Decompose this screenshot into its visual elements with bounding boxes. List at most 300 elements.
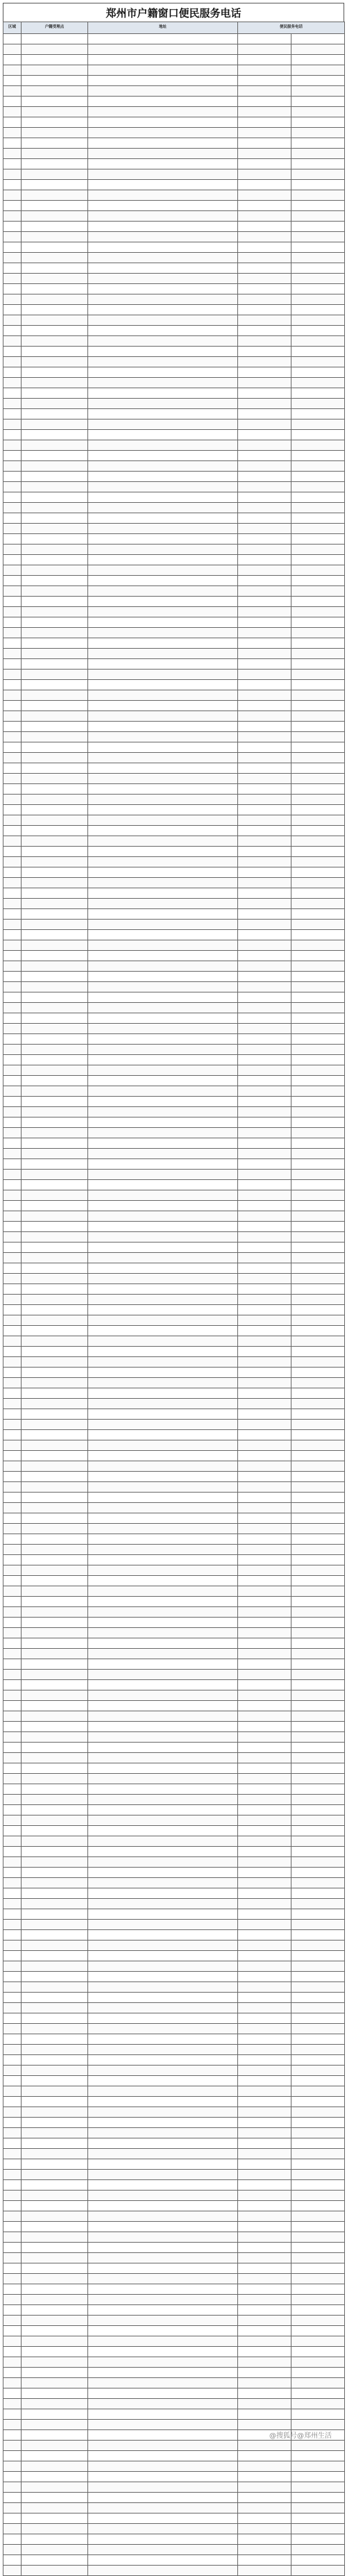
cell-office <box>22 1701 88 1711</box>
cell-region <box>3 1920 22 1930</box>
table-row <box>3 1701 345 1711</box>
cell-region <box>3 638 22 649</box>
cell-region <box>3 513 22 524</box>
cell-phone-2 <box>291 1753 345 1763</box>
table-row <box>3 951 345 961</box>
cell-office <box>22 1190 88 1201</box>
cell-region <box>3 451 22 461</box>
cell-region <box>3 1930 22 1941</box>
cell-region <box>3 1628 22 1638</box>
cell-phone <box>238 774 291 784</box>
cell-address <box>88 701 238 711</box>
cell-address <box>88 961 238 972</box>
cell-address <box>88 1472 238 1482</box>
cell-office <box>22 86 88 97</box>
cell-region <box>3 1701 22 1711</box>
table-row <box>3 1222 345 1232</box>
cell-phone-2 <box>291 503 345 513</box>
cell-phone-2 <box>291 2201 345 2211</box>
table-row <box>3 294 345 305</box>
cell-address <box>88 1815 238 1826</box>
table-row <box>3 1774 345 1784</box>
cell-region <box>3 1743 22 1753</box>
cell-office <box>22 597 88 607</box>
cell-phone-2 <box>291 774 345 784</box>
table-row <box>3 1461 345 1472</box>
table-row <box>3 2316 345 2326</box>
cell-region <box>3 315 22 326</box>
cell-phone <box>238 1138 291 1149</box>
cell-phone <box>238 378 291 388</box>
cell-office <box>22 2097 88 2107</box>
cell-region <box>3 1065 22 1076</box>
cell-address <box>88 2045 238 2055</box>
cell-address <box>88 232 238 242</box>
table-row <box>3 2201 345 2211</box>
cell-phone-2 <box>291 732 345 742</box>
table-row <box>3 2107 345 2118</box>
cell-region <box>3 367 22 378</box>
table-row <box>3 2232 345 2243</box>
cell-phone-2 <box>291 357 345 367</box>
cell-phone-2 <box>291 482 345 492</box>
table-row <box>3 805 345 815</box>
table-row <box>3 1534 345 1545</box>
cell-office <box>22 2524 88 2534</box>
cell-office <box>22 2555 88 2566</box>
cell-region <box>3 399 22 409</box>
cell-phone <box>238 2138 291 2149</box>
table-row <box>3 409 345 419</box>
cell-phone-2 <box>291 680 345 690</box>
cell-address <box>88 253 238 263</box>
cell-office <box>22 1336 88 1347</box>
cell-region <box>3 1180 22 1190</box>
cell-address <box>88 242 238 253</box>
table-row <box>3 55 345 65</box>
cell-phone <box>238 1763 291 1774</box>
cell-office <box>22 1545 88 1555</box>
cell-address <box>88 1024 238 1034</box>
cell-phone-2 <box>291 86 345 97</box>
cell-region <box>3 784 22 795</box>
cell-phone-2 <box>291 1263 345 1274</box>
cell-address <box>88 2493 238 2503</box>
cell-phone <box>238 1701 291 1711</box>
cell-address <box>88 472 238 482</box>
cell-region <box>3 242 22 253</box>
cell-region <box>3 565 22 576</box>
table-row <box>3 534 345 545</box>
cell-phone <box>238 628 291 638</box>
cell-phone-2 <box>291 2055 345 2066</box>
table-row <box>3 1117 345 1128</box>
cell-phone <box>238 1545 291 1555</box>
cell-phone-2 <box>291 128 345 138</box>
cell-region <box>3 753 22 763</box>
cell-phone-2 <box>291 555 345 565</box>
cell-address <box>88 1774 238 1784</box>
cell-region <box>3 2430 22 2441</box>
table-row <box>3 836 345 847</box>
cell-address <box>88 1857 238 1868</box>
cell-office <box>22 1857 88 1868</box>
cell-phone-2 <box>291 388 345 399</box>
cell-region <box>3 1680 22 1690</box>
cell-phone-2 <box>291 1086 345 1097</box>
cell-phone <box>238 2451 291 2461</box>
cell-phone <box>238 1795 291 1805</box>
cell-address <box>88 2055 238 2066</box>
cell-phone-2 <box>291 1159 345 1170</box>
table-row <box>3 482 345 492</box>
cell-office <box>22 2482 88 2493</box>
table-row <box>3 190 345 201</box>
cell-phone <box>238 2503 291 2513</box>
cell-office <box>22 1888 88 1899</box>
cell-region <box>3 1201 22 1211</box>
table-row <box>3 2336 345 2347</box>
cell-office <box>22 2409 88 2420</box>
cell-address <box>88 2243 238 2253</box>
cell-region <box>3 2326 22 2336</box>
cell-office <box>22 149 88 159</box>
cell-address <box>88 1107 238 1117</box>
cell-address <box>88 2013 238 2024</box>
table-row <box>3 2024 345 2034</box>
cell-phone <box>238 534 291 545</box>
table-row <box>3 128 345 138</box>
table-row <box>3 899 345 909</box>
cell-office <box>22 1711 88 1722</box>
cell-phone-2 <box>291 2138 345 2149</box>
cell-region <box>3 2222 22 2232</box>
cell-address <box>88 972 238 982</box>
cell-office <box>22 1284 88 1295</box>
cell-region <box>3 1170 22 1180</box>
cell-region <box>3 503 22 513</box>
table-row <box>3 1836 345 1847</box>
table-row <box>3 2420 345 2430</box>
cell-phone-2 <box>291 1503 345 1513</box>
cell-region <box>3 1128 22 1138</box>
cell-phone <box>238 2347 291 2357</box>
cell-phone-2 <box>291 315 345 326</box>
cell-phone <box>238 1076 291 1086</box>
table-row <box>3 1024 345 1034</box>
cell-region <box>3 2524 22 2534</box>
table-row <box>3 2284 345 2295</box>
table-row <box>3 1899 345 1909</box>
cell-phone-2 <box>291 1868 345 1878</box>
cell-phone-2 <box>291 1524 345 1534</box>
table-row <box>3 857 345 867</box>
cell-phone-2 <box>291 1034 345 1045</box>
cell-region <box>3 2503 22 2513</box>
cell-region <box>3 284 22 294</box>
cell-phone-2 <box>291 1961 345 1972</box>
cell-phone-2 <box>291 2253 345 2263</box>
cell-office <box>22 992 88 1003</box>
cell-address <box>88 670 238 680</box>
cell-address <box>88 1888 238 1899</box>
table-row <box>3 336 345 347</box>
cell-office <box>22 607 88 617</box>
cell-phone <box>238 138 291 149</box>
cell-phone-2 <box>291 607 345 617</box>
cell-office <box>22 1097 88 1107</box>
cell-region <box>3 2451 22 2461</box>
table-row <box>3 357 345 367</box>
cell-address <box>88 1430 238 1440</box>
cell-region <box>3 190 22 201</box>
cell-phone-2 <box>291 1482 345 1493</box>
cell-phone <box>238 1232 291 1243</box>
cell-region <box>3 1513 22 1524</box>
cell-phone <box>238 482 291 492</box>
cell-region <box>3 326 22 336</box>
cell-office <box>22 899 88 909</box>
cell-office <box>22 847 88 857</box>
table-row <box>3 440 345 451</box>
cell-phone <box>238 920 291 930</box>
cell-phone-2 <box>291 930 345 940</box>
table-row <box>3 826 345 836</box>
cell-phone-2 <box>291 1211 345 1222</box>
cell-office <box>22 1659 88 1670</box>
table-row <box>3 638 345 649</box>
cell-address <box>88 1149 238 1159</box>
table-row <box>3 2013 345 2024</box>
cell-phone <box>238 1805 291 1815</box>
cell-phone-2 <box>291 1315 345 1326</box>
cell-phone <box>238 1086 291 1097</box>
cell-region <box>3 1607 22 1618</box>
cell-phone <box>238 1045 291 1055</box>
cell-region <box>3 1722 22 1732</box>
table-row <box>3 347 345 357</box>
cell-office <box>22 1253 88 1263</box>
cell-region <box>3 1753 22 1763</box>
cell-phone <box>238 326 291 336</box>
cell-region <box>3 1159 22 1170</box>
cell-phone-2 <box>291 742 345 753</box>
cell-region <box>3 2461 22 2472</box>
cell-office <box>22 1430 88 1440</box>
cell-phone-2 <box>291 805 345 815</box>
cell-phone-2 <box>291 1638 345 1649</box>
table-row <box>3 763 345 774</box>
cell-phone <box>238 1597 291 1607</box>
table-row <box>3 2326 345 2336</box>
cell-phone-2 <box>291 1222 345 1232</box>
cell-address <box>88 1795 238 1805</box>
cell-region <box>3 1763 22 1774</box>
cell-office <box>22 2534 88 2545</box>
cell-phone-2 <box>291 1420 345 1430</box>
cell-phone <box>238 2472 291 2482</box>
cell-office <box>22 2211 88 2222</box>
cell-phone-2 <box>291 2263 345 2274</box>
table-row <box>3 2149 345 2159</box>
cell-office <box>22 2149 88 2159</box>
table-row <box>3 1076 345 1086</box>
cell-phone-2 <box>291 2493 345 2503</box>
cell-region <box>3 1024 22 1034</box>
cell-address <box>88 86 238 97</box>
cell-address <box>88 1336 238 1347</box>
cell-phone <box>238 1357 291 1368</box>
cell-region <box>3 992 22 1003</box>
cell-phone-2 <box>291 1576 345 1586</box>
cell-address <box>88 2034 238 2045</box>
table-row <box>3 232 345 242</box>
cell-phone <box>238 1128 291 1138</box>
cell-address <box>88 1357 238 1368</box>
table-row <box>3 2513 345 2524</box>
cell-phone <box>238 2566 291 2576</box>
table-row <box>3 992 345 1003</box>
cell-phone-2 <box>291 1409 345 1420</box>
cell-address <box>88 1743 238 1753</box>
cell-phone <box>238 513 291 524</box>
cell-phone-2 <box>291 1670 345 1680</box>
cell-phone <box>238 617 291 628</box>
cell-office <box>22 1795 88 1805</box>
cell-address <box>88 2149 238 2159</box>
cell-region <box>3 76 22 86</box>
cell-address <box>88 2211 238 2222</box>
cell-phone-2 <box>291 1628 345 1638</box>
cell-address <box>88 1482 238 1493</box>
cell-phone <box>238 1326 291 1336</box>
cell-phone-2 <box>291 1680 345 1690</box>
cell-region <box>3 961 22 972</box>
cell-phone <box>238 1930 291 1941</box>
cell-phone <box>238 565 291 576</box>
cell-phone-2 <box>291 617 345 628</box>
cell-phone-2 <box>291 97 345 107</box>
cell-phone <box>238 1003 291 1013</box>
cell-phone-2 <box>291 1836 345 1847</box>
cell-phone <box>238 2461 291 2472</box>
cell-address <box>88 149 238 159</box>
cell-office <box>22 2180 88 2191</box>
cell-phone <box>238 711 291 722</box>
table-row <box>3 1211 345 1222</box>
cell-region <box>3 1013 22 1024</box>
cell-office <box>22 722 88 732</box>
cell-phone-2 <box>291 2222 345 2232</box>
cell-address <box>88 2420 238 2430</box>
table-row <box>3 159 345 169</box>
cell-address <box>88 722 238 732</box>
cell-region <box>3 2378 22 2388</box>
cell-phone <box>238 1878 291 1888</box>
cell-region <box>3 2013 22 2024</box>
cell-phone-2 <box>291 1388 345 1399</box>
cell-region <box>3 2368 22 2378</box>
cell-region <box>3 847 22 857</box>
table-row <box>3 1315 345 1326</box>
cell-office <box>22 774 88 784</box>
cell-region <box>3 1211 22 1222</box>
cell-address <box>88 2316 238 2326</box>
table-row <box>3 1784 345 1795</box>
cell-phone-2 <box>291 1295 345 1305</box>
cell-phone <box>238 1961 291 1972</box>
cell-region <box>3 1451 22 1461</box>
table-row <box>3 909 345 920</box>
cell-office <box>22 1222 88 1232</box>
cell-phone-2 <box>291 34 345 44</box>
cell-office <box>22 1138 88 1149</box>
cell-phone <box>238 972 291 982</box>
cell-address <box>88 1545 238 1555</box>
cell-phone-2 <box>291 76 345 86</box>
cell-phone-2 <box>291 909 345 920</box>
cell-office <box>22 1232 88 1243</box>
cell-office <box>22 357 88 367</box>
table-row <box>3 2159 345 2170</box>
cell-region <box>3 159 22 169</box>
cell-address <box>88 2347 238 2357</box>
cell-region <box>3 1784 22 1795</box>
cell-region <box>3 294 22 305</box>
cell-address <box>88 492 238 503</box>
cell-phone <box>238 190 291 201</box>
cell-office <box>22 2107 88 2118</box>
cell-address <box>88 1784 238 1795</box>
cell-phone <box>238 1430 291 1440</box>
cell-phone <box>238 878 291 888</box>
table-row <box>3 388 345 399</box>
cell-office <box>22 826 88 836</box>
cell-phone-2 <box>291 180 345 190</box>
cell-phone-2 <box>291 1513 345 1524</box>
cell-phone <box>238 2024 291 2034</box>
cell-office <box>22 732 88 742</box>
cell-address <box>88 409 238 419</box>
cell-address <box>88 201 238 211</box>
cell-office <box>22 388 88 399</box>
cell-address <box>88 44 238 55</box>
table-row <box>3 607 345 617</box>
table-row <box>3 2368 345 2378</box>
cell-phone <box>238 1305 291 1315</box>
cell-address <box>88 2295 238 2305</box>
cell-address <box>88 2441 238 2451</box>
cell-region <box>3 1315 22 1326</box>
cell-phone-2 <box>291 2316 345 2326</box>
cell-region <box>3 1138 22 1149</box>
cell-phone <box>238 1378 291 1388</box>
table-row <box>3 274 345 284</box>
table-row <box>3 503 345 513</box>
cell-phone-2 <box>291 2326 345 2336</box>
cell-region <box>3 201 22 211</box>
cell-region <box>3 690 22 701</box>
table-row <box>3 774 345 784</box>
cell-phone <box>238 826 291 836</box>
cell-address <box>88 419 238 430</box>
cell-address <box>88 2482 238 2493</box>
cell-address <box>88 2253 238 2263</box>
cell-office <box>22 1982 88 1993</box>
cell-office <box>22 97 88 107</box>
cell-office <box>22 1805 88 1815</box>
cell-office <box>22 159 88 169</box>
